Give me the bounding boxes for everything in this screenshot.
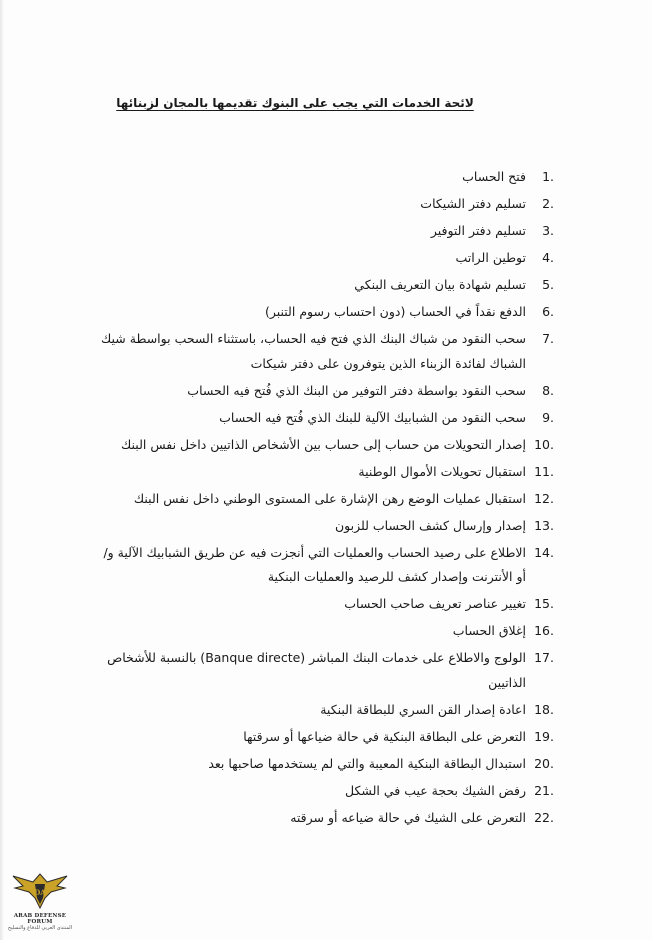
list-item-number: 19. [534,728,554,744]
list-item-number: 13. [534,517,554,533]
list-item [94,806,554,831]
services-list [94,165,554,833]
list-item-text: الولوج والاطلاع على خدمات البنك المباشر (Banque directe) بالنسبة للأشخاص الذاتيين [107,650,526,690]
list-item-number: 1. [542,169,554,184]
list-item-text: إصدار التحويلات من حساب إلى حساب بين الأشخاص الذاتيين داخل نفس البنك [121,436,526,452]
list-item-number: 20. [534,755,554,771]
list-item-number: 22. [534,809,554,825]
list-item [94,541,554,590]
list-item [94,752,554,777]
eagle-emblem-icon [9,868,71,912]
list-item-text: استقبال عمليات الوضع رهن الإشارة على المستوى الوطني داخل نفس البنك [133,490,526,506]
list-item [94,406,554,431]
list-item-number: 15. [534,596,554,611]
list-item-number: 3. [542,223,554,238]
list-item-text: التعرض على الشيك في حالة ضياعه أو سرقته [290,809,526,825]
list-item-text: سحب النقود من الشبابيك الآلية للبنك الذي فُتح فيه الحساب [219,409,526,425]
list-item [94,246,554,271]
watermark-title: ARAB DEFENSE FORUM [13,913,67,925]
list-item-number: 7. [542,331,554,346]
svg-text:DA: DA [34,888,46,897]
list-item-text: تسليم دفتر التوفير [430,223,526,238]
list-item-number: 14. [534,544,554,560]
list-item-text: اعادة إصدار القن السري للبطاقة البنكية [320,701,526,717]
list-item [94,300,554,325]
list-item-number: 18. [534,701,554,717]
list-item [94,460,554,485]
list-item-number: 21. [534,782,554,798]
list-item [94,592,554,617]
list-item [94,779,554,804]
list-item [94,487,554,512]
list-item-number: 12. [534,490,554,506]
list-item-text: سحب النقود من شباك البنك الذي فتح فيه الحساب، باستثناء السحب بواسطة شيك الشباك لفائدة الزبناء الذين يتوفرون على دفتر شيكات [101,331,526,371]
list-item-number: 4. [542,250,554,265]
list-item-text: توطين الراتب [455,250,526,265]
page-edge [0,0,4,940]
list-item-number: 16. [534,623,554,638]
list-item-text: إغلاق الحساب [452,623,526,638]
list-item-number: 10. [534,436,554,452]
list-item-text: إصدار وإرسال كشف الحساب للزبون [334,517,526,533]
list-item-text: فتح الحساب [462,169,526,184]
list-item-number: 17. [534,650,554,665]
list-item-text: تسليم شهادة بيان التعريف البنكي [354,277,526,292]
list-item-text: الاطلاع على رصيد الحساب والعمليات التي أنجزت فيه عن طريق الشبابيك الآلية و/أو الأنترنت وإصدار كشف للرصيد والعمليات البنكية [103,544,526,584]
list-item-number: 9. [542,409,554,425]
list-item-number: 11. [534,463,554,479]
list-item [94,165,554,190]
list-item-text: رفض الشيك بحجة عيب في الشكل [345,782,526,798]
list-item-text: سحب النقود بواسطة دفتر التوفير من البنك الذي فُتح فيه الحساب [187,382,526,398]
list-item [94,327,554,376]
watermark-subtitle: المنتدى العربي للدفاع والتسليح [7,925,73,931]
list-item-number: 2. [542,196,554,211]
list-item [94,379,554,404]
list-item [94,646,554,695]
list-item [94,219,554,244]
list-item-text: التعرض على البطاقة البنكية في حالة ضياعها أو سرقتها [243,728,526,744]
list-item [94,433,554,458]
list-item [94,619,554,644]
list-item [94,192,554,217]
list-item-text: تسليم دفتر الشيكات [420,196,526,211]
list-item-number: 8. [542,382,554,398]
list-item-text: استقبال تحويلات الأموال الوطنية [358,463,526,479]
document-title: لائحة الخدمات التي يجب على البنوك تقديمها بالمجان لزبنائها [116,96,474,110]
list-item [94,725,554,750]
list-item [94,514,554,539]
list-item [94,273,554,298]
list-item-text: الدفع نقداً في الحساب (دون احتساب رسوم التنبر) [264,304,526,319]
list-item [94,698,554,723]
list-item-number: 5. [542,277,554,292]
list-item-text: تغيير عناصر تعريف صاحب الحساب [344,596,526,611]
watermark-logo [2,868,78,938]
list-item-text: استبدال البطاقة البنكية المعيبة والتي لم يستخدمها صاحبها بعد [208,755,526,771]
list-item-number: 6. [542,304,554,319]
